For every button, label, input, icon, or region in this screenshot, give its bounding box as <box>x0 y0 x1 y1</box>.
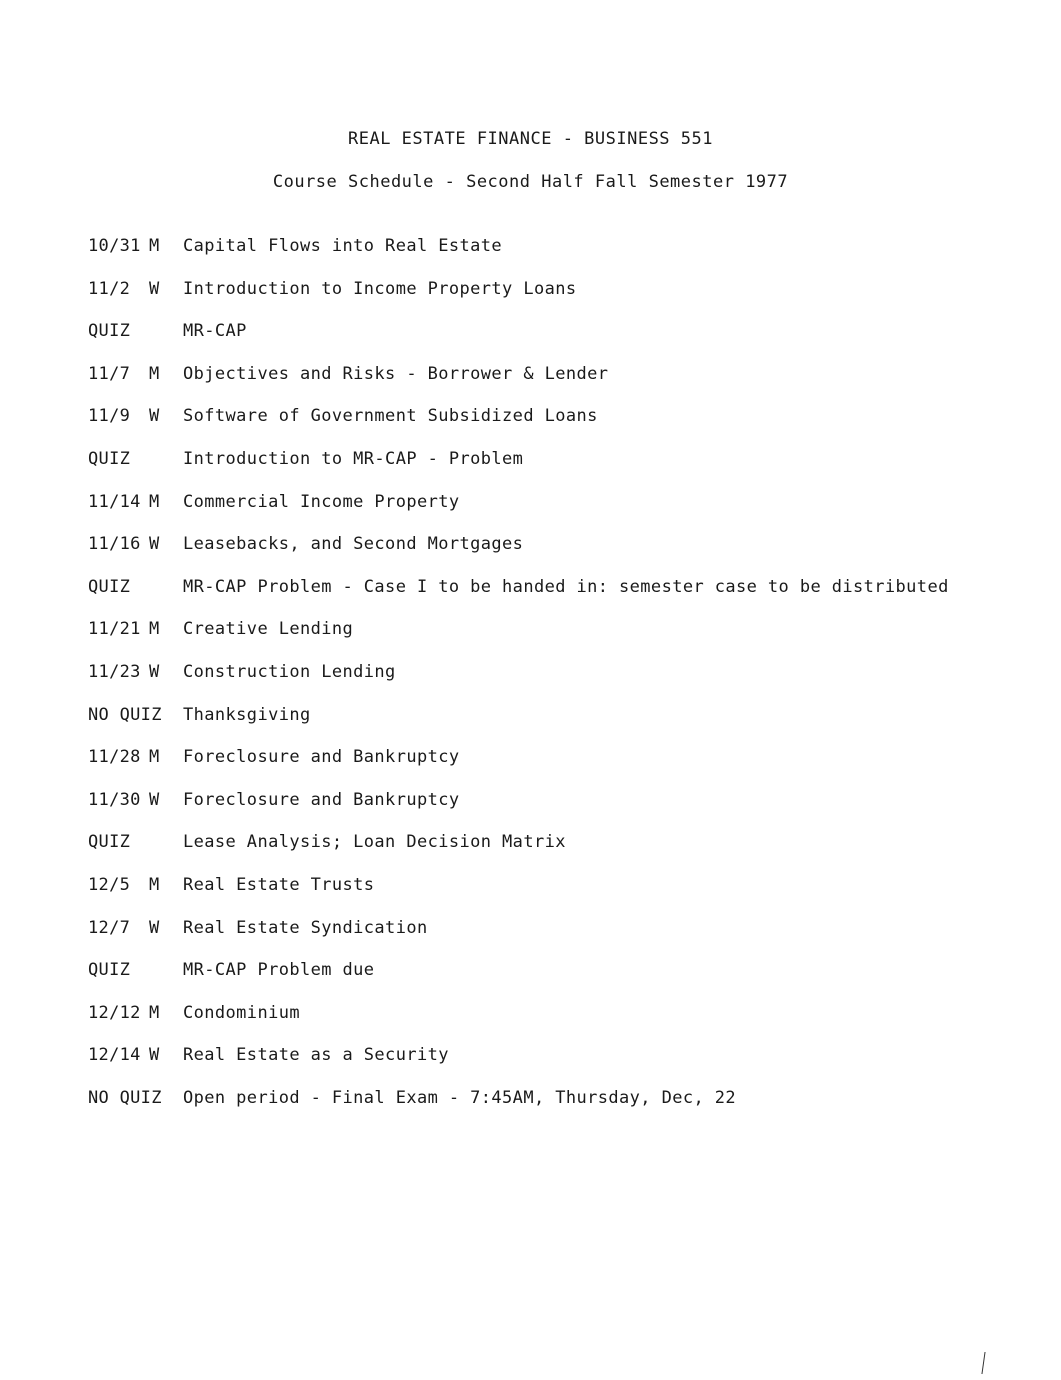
schedule-date: 11/21 <box>88 619 141 640</box>
schedule-day: M <box>149 874 160 895</box>
schedule-row <box>88 406 1018 449</box>
schedule-day: W <box>149 789 160 810</box>
schedule-row <box>88 619 1018 662</box>
schedule-topic: Software of Government Subsidized Loans <box>183 406 598 427</box>
schedule-topic: Lease Analysis; Loan Decision Matrix <box>183 832 566 853</box>
schedule-day: M <box>149 1002 160 1023</box>
schedule-date: 12/14 <box>88 1045 141 1066</box>
schedule-row <box>88 1003 1018 1046</box>
schedule-date: 11/30 <box>88 789 141 810</box>
schedule-date: 10/31 <box>88 236 141 256</box>
schedule-date: 12/7 <box>88 917 131 938</box>
schedule-date: 11/14 <box>88 491 141 512</box>
schedule-list <box>88 236 1018 1130</box>
schedule-date: 11/7 <box>88 363 131 384</box>
schedule-row <box>88 1088 1018 1131</box>
schedule-topic: Foreclosure and Bankruptcy <box>183 747 460 768</box>
schedule-date: 11/23 <box>88 661 141 682</box>
schedule-row <box>88 449 1018 492</box>
schedule-date: QUIZ <box>88 960 131 981</box>
schedule-topic: Creative Lending <box>183 619 354 640</box>
document-title: REAL ESTATE FINANCE - BUSINESS 551 <box>348 129 713 149</box>
schedule-date: 12/5 <box>88 874 131 895</box>
schedule-row <box>88 534 1018 577</box>
schedule-date: 11/28 <box>88 747 141 768</box>
schedule-date: QUIZ <box>88 321 131 342</box>
schedule-row <box>88 321 1018 364</box>
schedule-topic: Foreclosure and Bankruptcy <box>183 789 460 810</box>
schedule-row <box>88 577 1018 620</box>
schedule-row <box>88 747 1018 790</box>
schedule-topic: Leasebacks, and Second Mortgages <box>183 534 524 555</box>
schedule-row <box>88 1045 1018 1088</box>
schedule-row <box>88 364 1018 407</box>
schedule-day: M <box>149 363 160 384</box>
schedule-topic: MR-CAP <box>183 321 247 342</box>
schedule-day: M <box>149 619 160 640</box>
schedule-day: M <box>149 491 160 512</box>
schedule-date: 11/16 <box>88 534 141 555</box>
schedule-date: QUIZ <box>88 576 131 597</box>
schedule-day: W <box>149 661 160 682</box>
schedule-topic: Commercial Income Property <box>183 491 460 512</box>
schedule-day: M <box>149 236 160 256</box>
schedule-topic: Open period - Final Exam - 7:45AM, Thursday, Dec, 22 <box>183 1087 737 1108</box>
schedule-date: NO QUIZ <box>88 704 162 725</box>
schedule-row <box>88 960 1018 1003</box>
schedule-row <box>88 705 1018 748</box>
schedule-row <box>88 832 1018 875</box>
schedule-day: W <box>149 917 160 938</box>
schedule-date: NO QUIZ <box>88 1087 162 1108</box>
schedule-day: M <box>149 747 160 768</box>
schedule-topic: Objectives and Risks - Borrower & Lender <box>183 363 609 384</box>
document-subtitle: Course Schedule - Second Half Fall Semester 1977 <box>272 172 789 192</box>
schedule-date: QUIZ <box>88 832 131 853</box>
schedule-row <box>88 492 1018 535</box>
schedule-day: W <box>149 1045 160 1066</box>
schedule-topic: Introduction to Income Property Loans <box>183 278 577 299</box>
schedule-topic: MR-CAP Problem due <box>183 960 375 981</box>
schedule-day: W <box>149 534 160 555</box>
schedule-day: W <box>149 406 160 427</box>
schedule-date: 12/12 <box>88 1002 141 1023</box>
schedule-row <box>88 236 1018 279</box>
schedule-day: W <box>149 278 160 299</box>
schedule-topic: Capital Flows into Real Estate <box>183 236 503 256</box>
schedule-row <box>88 875 1018 918</box>
schedule-topic: Construction Lending <box>183 661 396 682</box>
schedule-date: 11/2 <box>88 278 131 299</box>
schedule-topic: MR-CAP Problem - Case I to be handed in: semester case to be distributed <box>183 576 949 597</box>
schedule-topic: Real Estate as a Security <box>183 1045 449 1066</box>
schedule-topic: Real Estate Syndication <box>183 917 428 938</box>
schedule-row <box>88 662 1018 705</box>
schedule-date: 11/9 <box>88 406 131 427</box>
schedule-row <box>88 790 1018 833</box>
schedule-topic: Condominium <box>183 1002 300 1023</box>
schedule-topic: Thanksgiving <box>183 704 311 725</box>
schedule-topic: Real Estate Trusts <box>183 874 375 895</box>
schedule-date: QUIZ <box>88 448 131 469</box>
schedule-row <box>88 279 1018 322</box>
schedule-topic: Introduction to MR-CAP - Problem <box>183 448 524 469</box>
schedule-row <box>88 918 1018 961</box>
margin-pen-mark <box>981 1352 987 1374</box>
